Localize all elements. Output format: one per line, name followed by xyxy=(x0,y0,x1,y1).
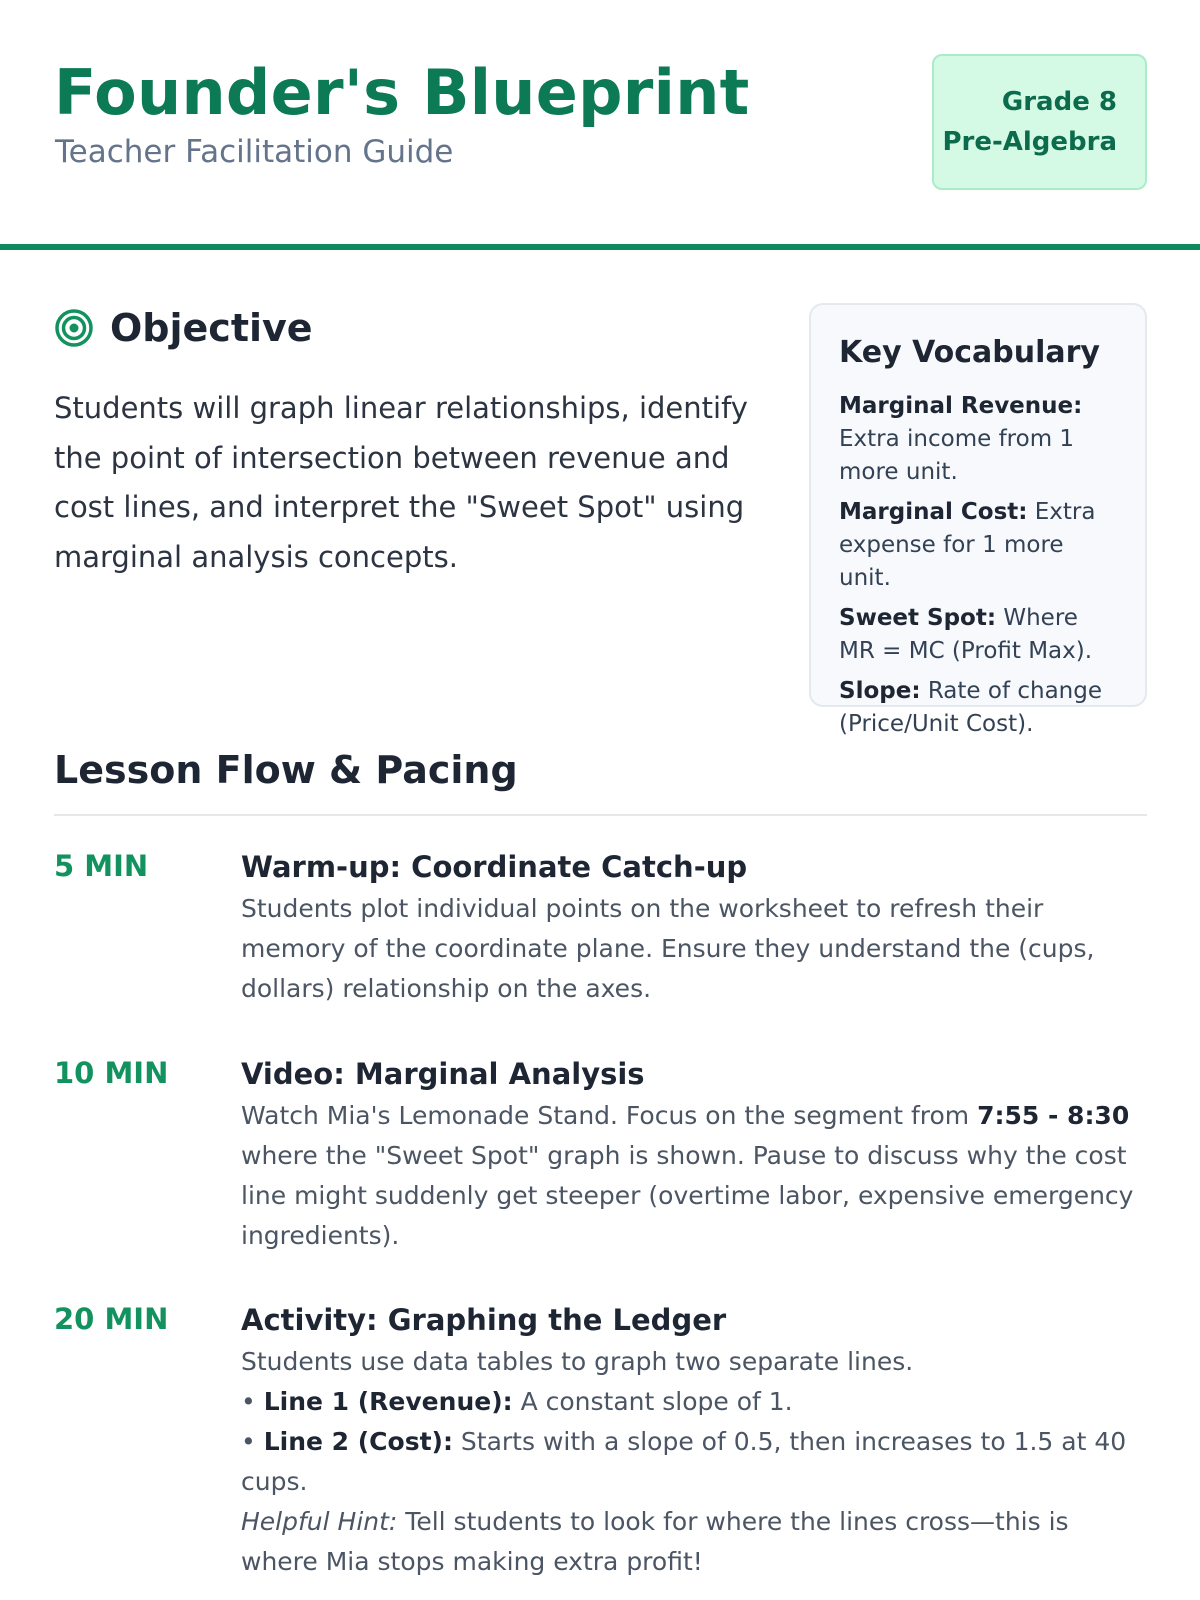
vocab-item xyxy=(839,390,1119,489)
step-time: 20 MIN xyxy=(54,1302,169,1336)
grade-label: Grade 8 xyxy=(1001,87,1117,117)
step-description-text: Watch Mia's Lemonade Stand. Focus on the segment from xyxy=(241,1101,978,1130)
step-title: Warm-up: Coordinate Catch-up xyxy=(241,850,748,884)
helpful-hint xyxy=(241,1502,1147,1582)
bullet-text: Starts with a slope of 0.5, then increases to 1.5 at 40 cups. xyxy=(241,1427,1127,1496)
objective-title: Objective xyxy=(110,306,313,350)
step-description-text: where the "Sweet Spot" graph is shown. Pause to discuss why the cost line might suddenly get steeper (overtime labor, expensive emergency ingredients). xyxy=(241,1141,1134,1250)
hint-label: Helpful Hint: xyxy=(241,1507,398,1536)
step-description: Students plot individual points on the worksheet to refresh their memory of the coordinate plane. Ensure they understand the (cups, dollars) relationship on the axes. xyxy=(241,894,1095,1003)
vocab-item xyxy=(839,675,1119,741)
page-subtitle: Teacher Facilitation Guide xyxy=(55,134,454,170)
target-icon xyxy=(54,308,94,348)
section-divider xyxy=(54,814,1147,816)
vocab-definition: Extra expense for 1 more unit. xyxy=(839,499,1096,591)
vocab-definition: Rate of change (Price/Unit Cost). xyxy=(839,678,1102,737)
bullet-text: A constant slope of 1. xyxy=(512,1387,793,1416)
objective-text: Students will graph linear relationships, identify the point of intersection between revenue and cost lines, and interpret the "Sweet Spot" using marginal analysis concepts. xyxy=(54,391,748,574)
vocab-term: Sweet Spot: xyxy=(839,605,997,631)
key-vocabulary-card xyxy=(809,303,1147,737)
bullet-label: Line 2 (Cost): xyxy=(263,1427,453,1456)
vocab-item xyxy=(839,602,1119,668)
vocab-definition: Extra income from 1 more unit. xyxy=(839,426,1075,485)
page-title: Founder's Blueprint xyxy=(54,56,750,129)
step-title: Activity: Graphing the Ledger xyxy=(241,1303,727,1337)
bullet-item: • Line 1 (Revenue): A constant slope of 1. xyxy=(241,1387,793,1416)
step-description xyxy=(241,1342,1147,1582)
step-time: 5 MIN xyxy=(54,849,149,883)
hint-text: Tell students to look for where the lines cross—this is where Mia stops making extra profit! xyxy=(241,1507,1069,1576)
vocab-term: Slope: xyxy=(839,678,921,704)
objective-heading xyxy=(54,306,313,350)
page-header xyxy=(0,0,1200,250)
bullet-label: Line 1 (Revenue): xyxy=(263,1387,513,1416)
vocab-item xyxy=(839,496,1119,595)
step-body xyxy=(241,849,1147,1009)
step-body xyxy=(241,1056,1147,1256)
step-intro: Students use data tables to graph two separate lines. xyxy=(241,1347,914,1376)
grade-badge xyxy=(932,54,1147,190)
step-body xyxy=(241,1302,1147,1582)
lesson-flow-title: Lesson Flow & Pacing xyxy=(54,748,518,792)
vocab-definition: Where MR = MC (Profit Max). xyxy=(839,605,1093,664)
vocab-term: Marginal Cost: xyxy=(839,499,1028,525)
vocab-term: Marginal Revenue: xyxy=(839,393,1083,419)
step-title: Video: Marginal Analysis xyxy=(241,1057,645,1091)
step-time: 10 MIN xyxy=(54,1056,169,1090)
step-description xyxy=(241,1096,1147,1256)
course-label: Pre-Algebra xyxy=(942,127,1117,157)
bullet-item: • Line 2 (Cost): Starts with a slope of 0.5, then increases to 1.5 at 40 cups. xyxy=(241,1427,1127,1496)
video-timestamp: 7:55 - 8:30 xyxy=(977,1101,1130,1130)
vocab-title: Key Vocabulary xyxy=(839,335,1100,370)
